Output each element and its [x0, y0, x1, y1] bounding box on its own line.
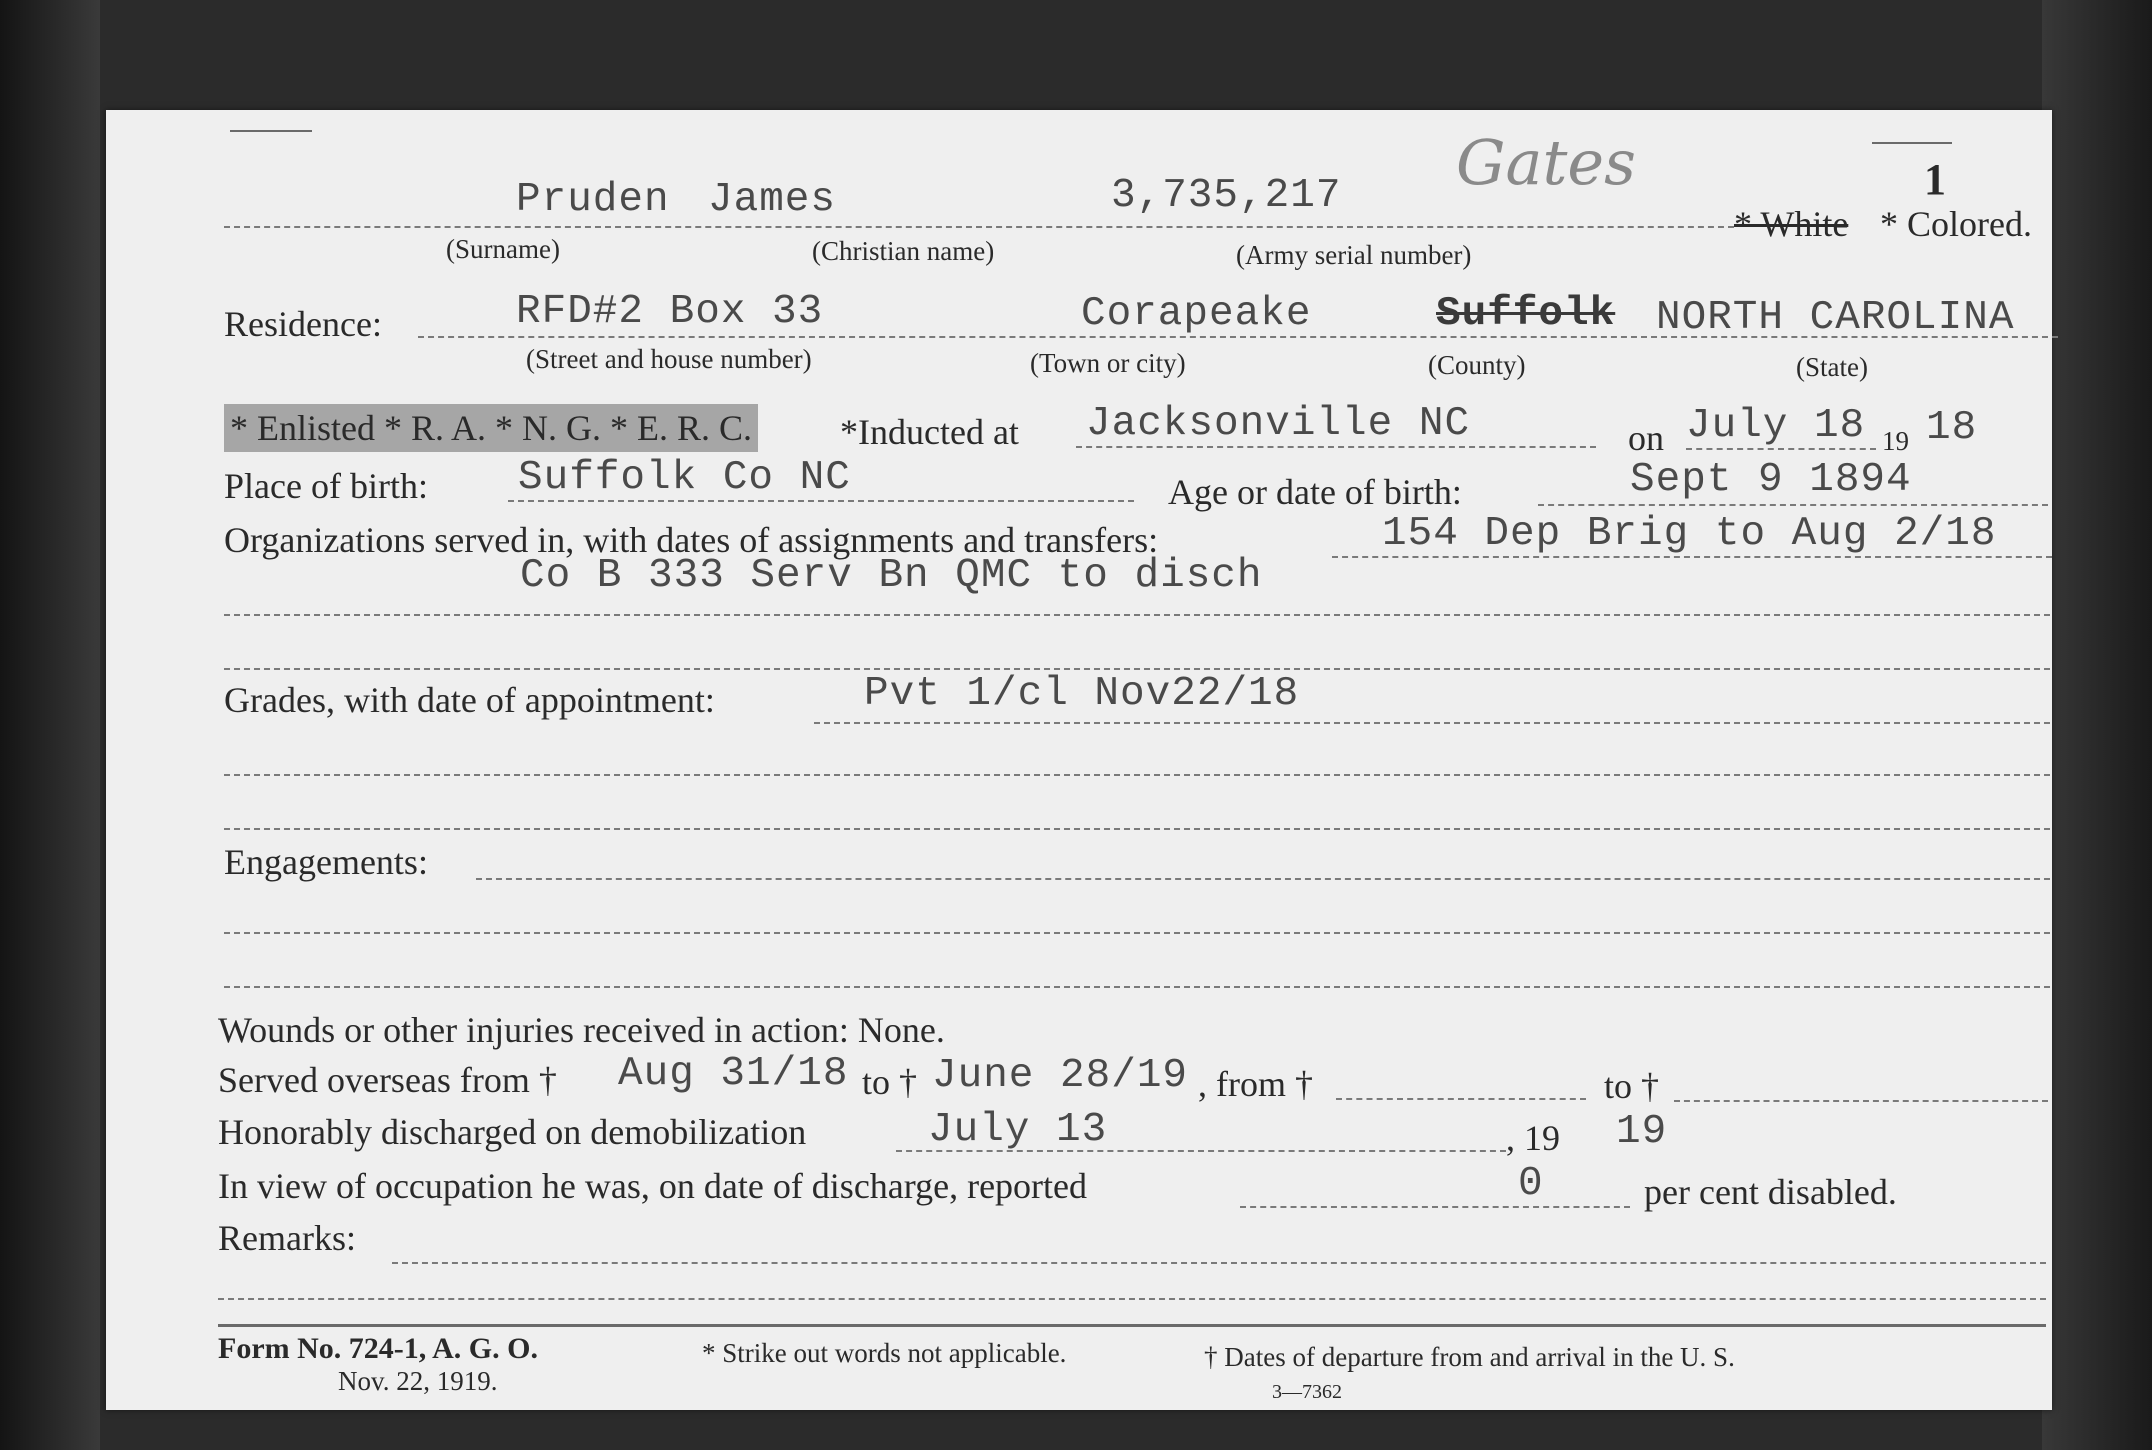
serial-number-value: 3,735,217	[1111, 173, 1342, 219]
christian-name-value: James	[708, 177, 837, 223]
overseas-to-line-2	[1674, 1100, 2048, 1102]
overseas-label: Served overseas from †	[218, 1060, 557, 1100]
name-line	[224, 226, 1734, 228]
grades-line-1	[814, 722, 2050, 724]
overseas-to-label-2: to †	[1604, 1066, 1660, 1106]
caption-christian-name: (Christian name)	[812, 236, 995, 266]
top-right-mark	[1872, 142, 1952, 144]
birthdate-line	[1538, 504, 2048, 506]
card-number: 1	[1924, 155, 1946, 204]
town-value: Corapeake	[1081, 291, 1312, 337]
state-value: NORTH CAROLINA	[1656, 295, 2015, 341]
remarks-line-2	[218, 1298, 2046, 1300]
organization-line-3	[224, 668, 2050, 670]
remarks-label: Remarks:	[218, 1218, 356, 1258]
organizations-label: Organizations served in, with dates of assignments and transfers:	[224, 520, 1159, 560]
birthplace-line	[508, 500, 1134, 502]
discharge-year-value: 19	[1616, 1109, 1668, 1155]
engagements-line-1	[476, 878, 2050, 880]
county-value: Suffolk	[1436, 291, 1616, 337]
discharge-label: Honorably discharged on demobilization	[218, 1112, 807, 1152]
residence-label: Residence:	[224, 304, 382, 344]
caption-street: (Street and house number)	[526, 344, 812, 374]
engagements-label: Engagements:	[224, 842, 428, 882]
surname-value: Pruden	[516, 177, 670, 223]
inducted-at-line	[1076, 446, 1596, 448]
overseas-from-label-2: , from †	[1198, 1064, 1313, 1104]
disability-suffix: per cent disabled.	[1644, 1172, 1897, 1212]
organization-1: 154 Dep Brig to Aug 2/18	[1382, 511, 1997, 557]
residence-line	[418, 336, 2058, 338]
grades-line-2	[224, 774, 2050, 776]
footnote-dates: † Dates of departure from and arrival in the U. S.	[1204, 1342, 1735, 1372]
overseas-to-label: to †	[862, 1062, 918, 1102]
caption-county: (County)	[1428, 350, 1526, 380]
inducted-year-value: 18	[1926, 405, 1978, 451]
wounds-label: Wounds or other injuries received in action: None.	[218, 1010, 945, 1050]
inducted-label: *Inducted at	[840, 412, 1019, 452]
grades-line-3	[224, 828, 2050, 830]
form-date: Nov. 22, 1919.	[338, 1366, 498, 1396]
footnote-strike: * Strike out words not applicable.	[702, 1338, 1067, 1368]
race-colored: * Colored.	[1880, 204, 2032, 244]
inducted-date-line	[1686, 448, 1876, 450]
caption-town: (Town or city)	[1030, 348, 1186, 378]
caption-state: (State)	[1796, 352, 1868, 382]
scanner-edge-right	[2042, 0, 2152, 1450]
discharge-year-prefix: , 19	[1506, 1118, 1560, 1158]
overseas-to-value: June 28/19	[932, 1053, 1189, 1099]
birthdate-label: Age or date of birth:	[1168, 472, 1462, 512]
inducted-at-value: Jacksonville NC	[1086, 401, 1471, 447]
engagements-line-3	[224, 986, 2050, 988]
disability-label: In view of occupation he was, on date of discharge, reported	[218, 1166, 1088, 1206]
disability-line	[1240, 1206, 1630, 1208]
year-prefix: 19	[1882, 426, 1909, 456]
inducted-date-value: July 18	[1686, 403, 1866, 449]
birthdate-value: Sept 9 1894	[1630, 457, 1912, 503]
overseas-from-line-2	[1336, 1098, 1586, 1100]
on-label: on	[1628, 418, 1664, 458]
birthplace-label: Place of birth:	[224, 466, 428, 506]
race-white: * White	[1734, 204, 1849, 244]
service-record-card	[106, 110, 2052, 1410]
caption-surname: (Surname)	[446, 234, 560, 264]
footer-rule	[218, 1324, 2046, 1327]
service-type: * Enlisted * R. A. * N. G. * E. R. C.	[224, 410, 758, 446]
birthplace-value: Suffolk Co NC	[518, 455, 851, 501]
disability-value: 0	[1518, 1161, 1544, 1207]
form-number: Form No. 724-1, A. G. O.	[218, 1332, 538, 1365]
engagements-line-2	[224, 932, 2050, 934]
grade-1: Pvt 1/cl Nov22/18	[864, 671, 1300, 717]
organization-line-1	[1332, 556, 2052, 558]
print-code: 3—7362	[1272, 1381, 1342, 1403]
caption-serial-number: (Army serial number)	[1236, 240, 1472, 270]
remarks-line-1	[392, 1262, 2046, 1264]
overseas-from-value: Aug 31/18	[618, 1051, 849, 1097]
grades-label: Grades, with date of appointment:	[224, 680, 715, 720]
top-left-mark	[230, 130, 312, 132]
discharge-date-line	[896, 1150, 1506, 1152]
discharge-date-value: July 13	[928, 1107, 1108, 1153]
street-value: RFD#2 Box 33	[516, 289, 824, 335]
organization-line-2	[224, 614, 2050, 616]
scanner-edge-left	[0, 0, 100, 1450]
organization-2: Co B 333 Serv Bn QMC to disch	[520, 553, 1263, 599]
handwritten-note: Gates	[1456, 126, 1636, 199]
